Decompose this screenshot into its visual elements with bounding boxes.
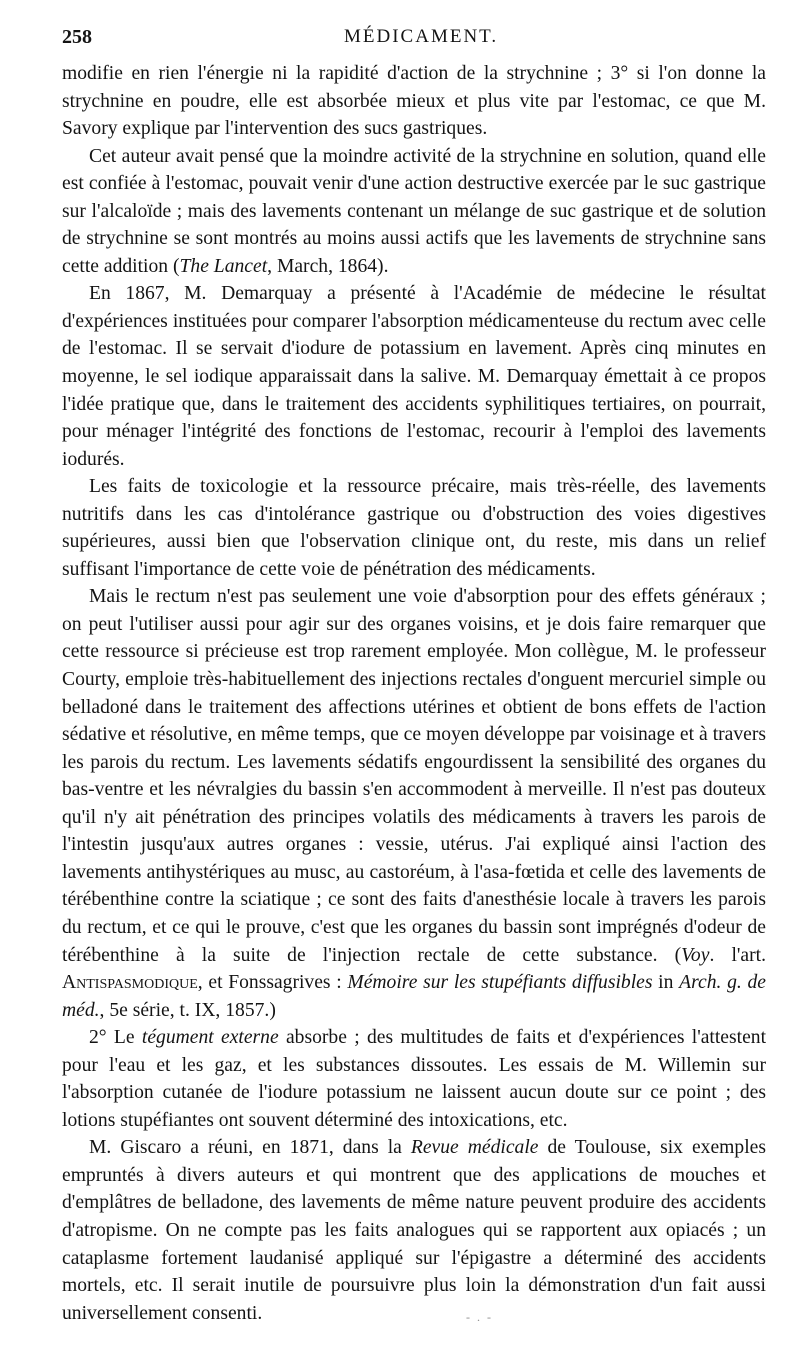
italic-text: Mémoire sur les stupéfiants diffusibles	[347, 972, 653, 994]
italic-text: tégument externe	[141, 1027, 279, 1049]
paragraph	[62, 1024, 766, 1134]
text-run: de Toulouse, six exemples empruntés à divers auteurs et qui montrent que des applications de mouches et d'emplâtres de belladone, des lavements de même nature peuvent produire des accidents d'atropisme. On ne compte pas les faits analogues qui se rapportent aux opiacés ; un cataplasme fortement laudanisé appliqué sur l'épigastre a déterminé des accidents mortels, etc. Il serait inutile de poursuivre plus loin la démonstration d'un fait aussi universellement consenti.	[62, 1137, 766, 1324]
italic-text: The Lancet	[179, 255, 268, 277]
italic-text: Arch. g. de méd.	[62, 972, 766, 1021]
italic-text: Revue médicale	[410, 1137, 539, 1159]
text-run: En 1867, M. Demarquay a présenté à l'Académie de médecine le résultat d'expériences instituées pour comparer l'absorption médicamenteuse du rectum avec celle de l'estomac. Il se servait d'iodure de potassium en lavement. Après cinq minutes en moyenne, le sel iodique apparaissait dans la salive. M. Demarquay émettait à ce propos l'idée pratique que, dans le traitement des accidents syphilitiques tertiaires, on pourrait, pour ménager l'intégrité des fonctions de l'estomac, recourir à l'emploi des lavements iodurés.	[62, 283, 766, 470]
bottom-mark: - . -	[466, 1310, 493, 1324]
paragraph	[62, 473, 766, 583]
text-run: modifie en rien l'énergie ni la rapidité d'action de la strychnine ; 3° si l'on donne la strychnine en poudre, elle est absorbée mieux et plus vite par l'estomac, ce que M. Savory explique par l'intervention des sucs gastriques.	[62, 63, 766, 140]
text-run: , 5e série, t. IX, 1857.)	[99, 999, 276, 1021]
paragraph	[62, 143, 766, 281]
text-run: Les faits de toxicologie et la ressource précaire, mais très-réelle, des lavements nutritifs dans les cas d'intolérance gastrique ou d'obstruction des voies digestives supérieures, aussi bien que l'observation clinique ont, du reste, mis dans un relief suffisant l'importance de cette voie de pénétration des médicaments.	[62, 476, 766, 580]
paragraph	[62, 583, 766, 1024]
body-text	[62, 60, 766, 1327]
small-caps-text: Antispasmodique	[62, 972, 198, 994]
page-header	[62, 26, 764, 52]
text-run: absorbe ; des multitudes de faits et d'expériences l'attestent pour l'eau et les gaz, et les substances dissoutes. Les essais de M. Willemin sur l'absorption cutanée de l'iodure potassium ne laissent aucun doute sur ce point ; des lotions stupéfiantes ont souvent déterminé des intoxications, etc.	[62, 1027, 767, 1131]
paragraph	[62, 1134, 766, 1327]
text-run: M. Giscaro a réuni, en 1871, dans la	[89, 1137, 411, 1159]
italic-text: Voy	[681, 944, 710, 966]
text-run: , March, 1864).	[267, 255, 389, 277]
page-number: 258	[62, 26, 92, 48]
running-title: MÉDICAMENT.	[344, 26, 499, 47]
paragraph	[62, 280, 766, 473]
text-run: . l'art.	[709, 944, 766, 966]
text-run: Cet auteur avait pensé que la moindre activité de la strychnine en solution, quand elle est confiée à l'estomac, pouvait venir d'une action destructive exercée par le suc gastrique sur l'alcaloïde ; mais des lavements contenant un mélange de suc gastrique et de solution de strychnine se sont montrés au moins aussi actifs que les lavements de strychnine sans cette addition (	[62, 145, 766, 277]
text-run: , et Fonssagrives :	[197, 972, 348, 994]
text-run: Mais le rectum n'est pas seulement une voie d'absorption pour des effets généraux ; on peut l'utiliser aussi pour agir sur des organes voisins, et je dois faire remarquer que cette ressource si précieuse est trop rarement employée. Mon collègue, M. le professeur Courty, emploie très-habituellement des injections rectales d'onguent mercuriel simple ou belladoné dans le traitement des affections utérines et obtient de bons effets de l'action sédative et résolutive, en même temps, que ce moyen développe par voisinage et à travers les parois du rectum. Les lavements sédatifs engourdissent la sensibilité des organes du bas-ventre et les névralgies du bassin s'en accommodent à merveille. Il n'est pas douteux qu'il n'y ait pénétration des principes volatils des médicaments à travers les parois de l'intestin jusqu'aux autres organes : vessie, utérus. J'ai expliqué ainsi l'action des lavements antihystériques au musc, au castoréum, à l'asa-fœtida et celle des lavements de térébenthine contre la sciatique ; ce sont des faits d'anesthésie locale à travers les parois du rectum, et ce qui le prouve, c'est que les organes du bassin sont imprégnés d'odeur de térébenthine à la suite de l'injection rectale de cette substance. (	[62, 586, 766, 966]
text-run: in	[652, 972, 680, 994]
text-run: 2° Le	[89, 1027, 142, 1049]
paragraph	[62, 60, 766, 143]
